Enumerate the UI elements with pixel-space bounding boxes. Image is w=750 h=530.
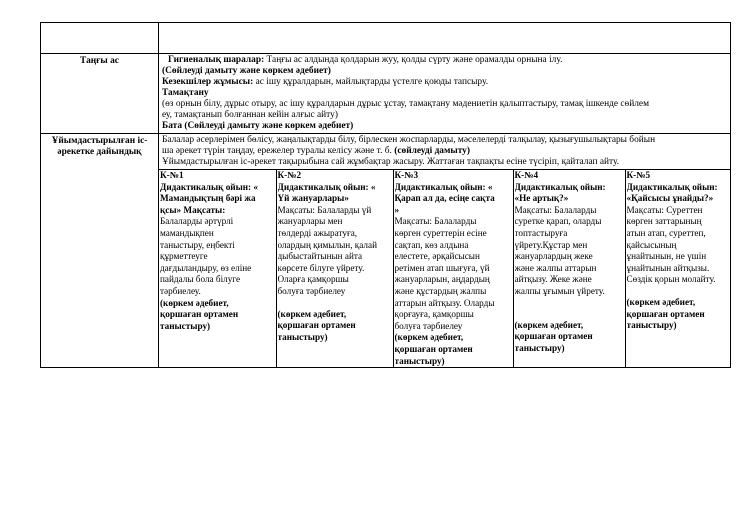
- center-line: (көркем әдебиет,: [626, 296, 696, 307]
- center-line: [515, 298, 624, 309]
- duty-line: [162, 77, 727, 88]
- meal-text-2: еу, тамақтанып болғаннан кейін алғыс айту): [162, 110, 338, 120]
- center-line: Дидактикалық ойын: «: [394, 181, 493, 192]
- center-line: ұнайтынын, не үшін: [626, 251, 707, 262]
- center-line: қоршаған ортамен: [626, 308, 705, 319]
- center-line: және жалпы аттарын: [514, 262, 597, 273]
- center-line: жануарларын, аңдардың: [394, 274, 490, 285]
- center-column-3: [393, 170, 513, 367]
- morning-content: [159, 54, 731, 134]
- meal-text-1: (өз орнын білу, дұрыс отыру, ас ішу құралдарын дұрыс ұстау, тамақтану мәдениетін қалыптастыру, тамақ ішкенде сөйлем: [162, 99, 649, 109]
- empty-header-row: [41, 23, 731, 54]
- center-line: олардың қимылын, қалай: [277, 239, 378, 250]
- organized-text-2a: ша әрекет түрін таңдау, ережелер туралы келісу және т. б.: [162, 146, 392, 156]
- center-line: суретке қарап, оларды: [514, 216, 602, 227]
- row-label-morning: Таңғы ас: [41, 54, 159, 134]
- hygiene-text: Таңғы ас алдында қолдарын жуу, қолды сүрту және орамалды орнына ілу.: [264, 55, 563, 65]
- center-line: көрген заттарының: [626, 216, 702, 227]
- center-line: Мақсаты: Суреттен: [626, 204, 703, 215]
- center-line: [515, 309, 624, 320]
- center-line: Үй жануарлары»: [277, 193, 349, 204]
- meal-label: Тамақтану: [162, 88, 209, 98]
- center-line: үйрету.Құстар мен: [514, 239, 588, 250]
- center-line: Оларға қамқоршы: [277, 274, 349, 285]
- center-code: К-№1: [160, 170, 184, 180]
- center-line: Балаларды әртүрлі: [160, 216, 234, 227]
- center-line: құрметтеуге: [160, 251, 208, 262]
- center-line: таныстыру): [394, 355, 445, 366]
- center-line: Дидактикалық ойын: «: [277, 181, 376, 192]
- center-line: тәрбиелеу.: [160, 285, 201, 296]
- center-line: айтқызу. Жеке және: [514, 274, 592, 285]
- center-line: қоршаған ортамен: [394, 343, 473, 354]
- center-line: дыбыстайтынын айта: [277, 251, 363, 262]
- center-line: таныстыру): [277, 331, 328, 342]
- center-line: көрген суреттерін есіне: [394, 227, 487, 238]
- center-line: төлдерді ажыратуға,: [277, 227, 358, 238]
- center-line: қоршаған ортамен: [514, 331, 593, 342]
- center-code: К-№2: [277, 170, 302, 180]
- center-line: [627, 286, 731, 297]
- hygiene-line: [162, 55, 727, 66]
- center-line: қайсысының: [626, 239, 677, 250]
- center-line: (көркем әдебиет,: [394, 332, 464, 343]
- center-line: Дидактикалық ойын:: [514, 181, 606, 192]
- center-line: «Не артық?»: [514, 193, 569, 204]
- center-line: таныстыру): [514, 342, 565, 353]
- center-code: К-№3: [394, 170, 419, 180]
- organized-text-2: [162, 146, 727, 157]
- center-line: «Қайсысы ұнайды?»: [626, 193, 714, 204]
- center-line: аттарын айтқызу. Оларды: [394, 297, 495, 308]
- row-organized-activity: [41, 134, 731, 170]
- center-line: ретімен атап шығуға, үй: [394, 262, 490, 273]
- center-line: жануарлардың жеке: [514, 251, 593, 262]
- center-line: сақтап, көз алдына: [394, 239, 469, 250]
- center-line: жануарлары мен: [277, 216, 343, 227]
- centers-cell: [159, 170, 731, 368]
- center-line: болуға тәрбиелеу: [394, 320, 463, 331]
- center-line: Дидактикалық ойын: «: [160, 181, 259, 192]
- centers-table: [159, 170, 731, 367]
- center-column-2: [276, 170, 393, 367]
- schedule-table: [40, 22, 731, 368]
- center-line: (көркем әдебиет,: [277, 308, 347, 319]
- center-line: Сөздік қорын молайту.: [626, 274, 716, 285]
- center-line: атын атап, суреттеп,: [626, 227, 706, 238]
- center-line: жалпы ұғымын үйрету.: [514, 285, 605, 296]
- center-line: қоршаған ортамен: [277, 320, 356, 331]
- center-line: мамандықпен: [160, 227, 214, 238]
- center-line: Қарап ал да, есіңе сақта: [394, 193, 495, 204]
- center-line: елестете, әрқайсысын: [394, 251, 480, 262]
- center-column-4: [513, 170, 625, 367]
- center-line: қоршаған ортамен: [160, 309, 239, 320]
- organized-content: [159, 134, 731, 170]
- duty-text: ас ішу құралдарын, майлықтарды үстелге қоюды тапсыру.: [253, 77, 489, 87]
- center-line: және құстардың жалпы: [394, 285, 487, 296]
- empty-cell-left: [41, 23, 159, 54]
- center-column-5: [625, 170, 731, 367]
- center-line: Мақсаты: Балаларды: [514, 204, 597, 215]
- center-line: [278, 298, 392, 309]
- center-line: дағдыландыру, өз еліне: [160, 262, 252, 273]
- center-line: топтастыруға: [514, 227, 568, 238]
- center-line: қорғауға, қамқоршы: [394, 309, 474, 320]
- hygiene-note: (Сөйлеуді дамыту және көркем әдебиет): [162, 66, 331, 76]
- center-code: К-№4: [514, 170, 539, 180]
- row-label-organized: Ұйымдастырылған іс-әрекетке дайындық: [41, 134, 159, 368]
- center-line: таныстыру): [626, 320, 677, 331]
- blessing-line: Бата (Сөйлеуді дамыту және көркем әдебиет): [162, 121, 354, 131]
- center-line: (көркем әдебиет,: [514, 319, 584, 330]
- center-line: ұнайтынын айтқызы.: [626, 262, 710, 273]
- center-line: Мақсаты: Балаларды: [394, 216, 477, 227]
- center-line: Мақсаты: Балаларды үй: [277, 204, 372, 215]
- center-line: көрсете білуге үйрету.: [277, 262, 365, 273]
- organized-text-3: Ұйымдастырылған іс-әрекет тақырыбына сай жұмбақтар жасыру. Жаттаған тақпақты есіне түсіріп, қайталап айту.: [162, 157, 620, 167]
- centers-row: [159, 170, 731, 367]
- center-line: таныстыру, еңбекті: [160, 239, 235, 250]
- row-morning-meal: [41, 54, 731, 134]
- organized-text-2b: (сөйлеуді дамыту): [391, 146, 470, 156]
- duty-label: Кезекшілер жұмысы:: [162, 77, 254, 87]
- hygiene-label: Гигиеналық шаралар:: [168, 55, 265, 65]
- empty-cell-right: [159, 23, 731, 54]
- organized-text-1: Балалар әсерлерімен бөлісу, жаңалықтарды білу, бірлескен жоспарларды, мәселелерді талқылау, қызығушылықтары бойын: [162, 135, 656, 145]
- center-line: болуға тәрбиелеу: [277, 285, 346, 296]
- center-line: Мамандықтың бәрі жа: [160, 193, 256, 204]
- center-column-1: [159, 170, 276, 367]
- center-line: Дидактикалық ойын:: [626, 181, 718, 192]
- center-line: қсы» Мақсаты:: [160, 204, 226, 215]
- center-line: таныстыру): [160, 320, 211, 331]
- center-line: (көркем әдебиет,: [160, 297, 229, 308]
- center-line: »: [394, 204, 400, 215]
- center-line: пайдалы бола білуге: [160, 274, 241, 285]
- center-code: К-№5: [626, 170, 651, 180]
